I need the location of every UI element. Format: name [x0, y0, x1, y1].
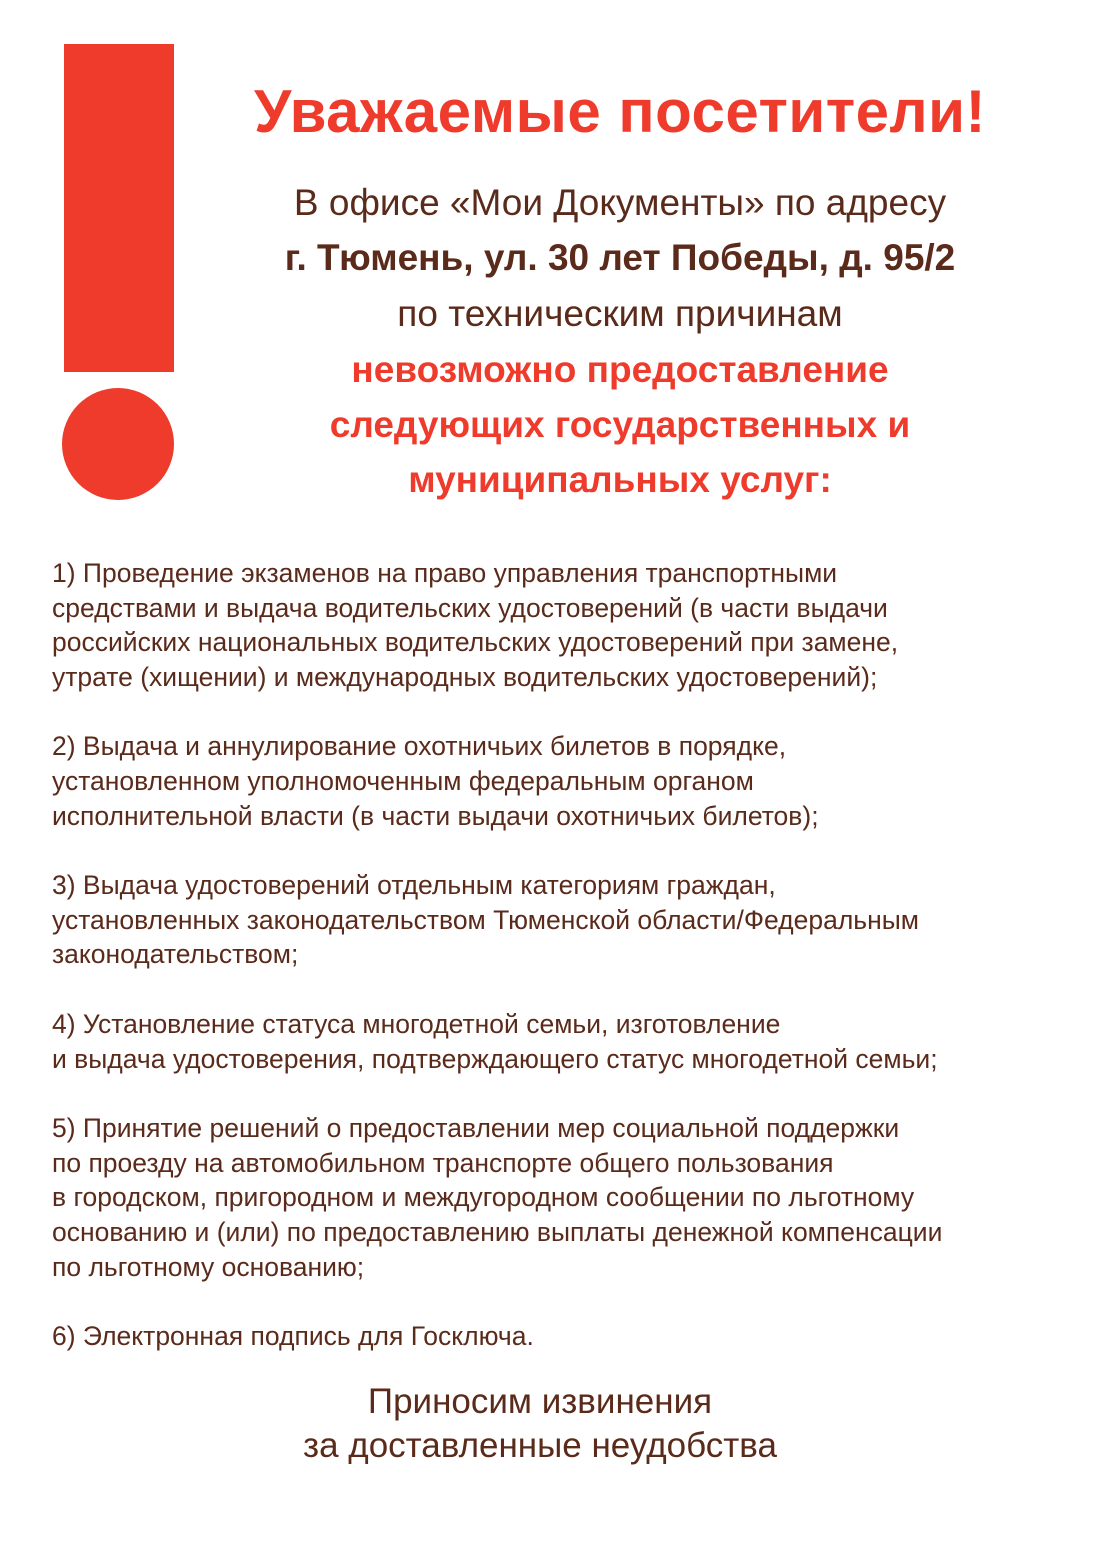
exclamation-bar: [64, 44, 174, 372]
service-item-4: 4) Установление статуса многодетной семьи, изготовление и выдача удостоверения, подтверждающего статус многодетной семьи;: [52, 1008, 938, 1074]
notice-header: [200, 70, 1040, 507]
intro-text: В офисе «Мои Документы» по адресу: [293, 182, 947, 223]
reason-text: по техническим причинам: [397, 293, 843, 334]
service-item-2: 2) Выдача и аннулирование охотничьих билетов в порядке, установленном уполномоченным федеральным органом исполнительной власти (в части выдачи охотничьих билетов);: [52, 731, 819, 831]
apology-block: [200, 1380, 880, 1468]
service-item-6: 6) Электронная подпись для Госключа.: [52, 1321, 534, 1352]
apology-line-2: за доставленные неудобства: [303, 1426, 777, 1465]
office-address: г. Тюмень, ул. 30 лет Победы, д. 95/2: [284, 237, 956, 278]
exclamation-dot: [62, 388, 174, 500]
notice-line-1: невозможно предоставление: [351, 349, 889, 390]
page-title: Уважаемые посетители!: [254, 78, 986, 145]
service-item-5: 5) Принятие решений о предоставлении мер социальной поддержки по проезду на автомобильном транспорте общего пользования в городском, пригородном и междугородном сообщении по льготному основанию и (или) по предоставлению выплаты денежной компенсации по льготному основанию;: [52, 1113, 943, 1282]
service-item-3: 3) Выдача удостоверений отдельным категориям граждан, установленных законодательством Тюменской области/Федеральным законодательством;: [52, 870, 919, 970]
apology-line-1: Приносим извинения: [367, 1382, 713, 1421]
notice-line-3: муниципальных услуг:: [408, 459, 832, 500]
notice-line-2: следующих государственных и: [329, 404, 911, 445]
service-item-1: 1) Проведение экзаменов на право управления транспортными средствами и выдача водительских удостоверений (в части выдачи российских национальных водительских удостоверений при замене, утрате (хищении) и международных водительских удостоверений);: [52, 558, 899, 692]
services-list: [52, 556, 1082, 1389]
